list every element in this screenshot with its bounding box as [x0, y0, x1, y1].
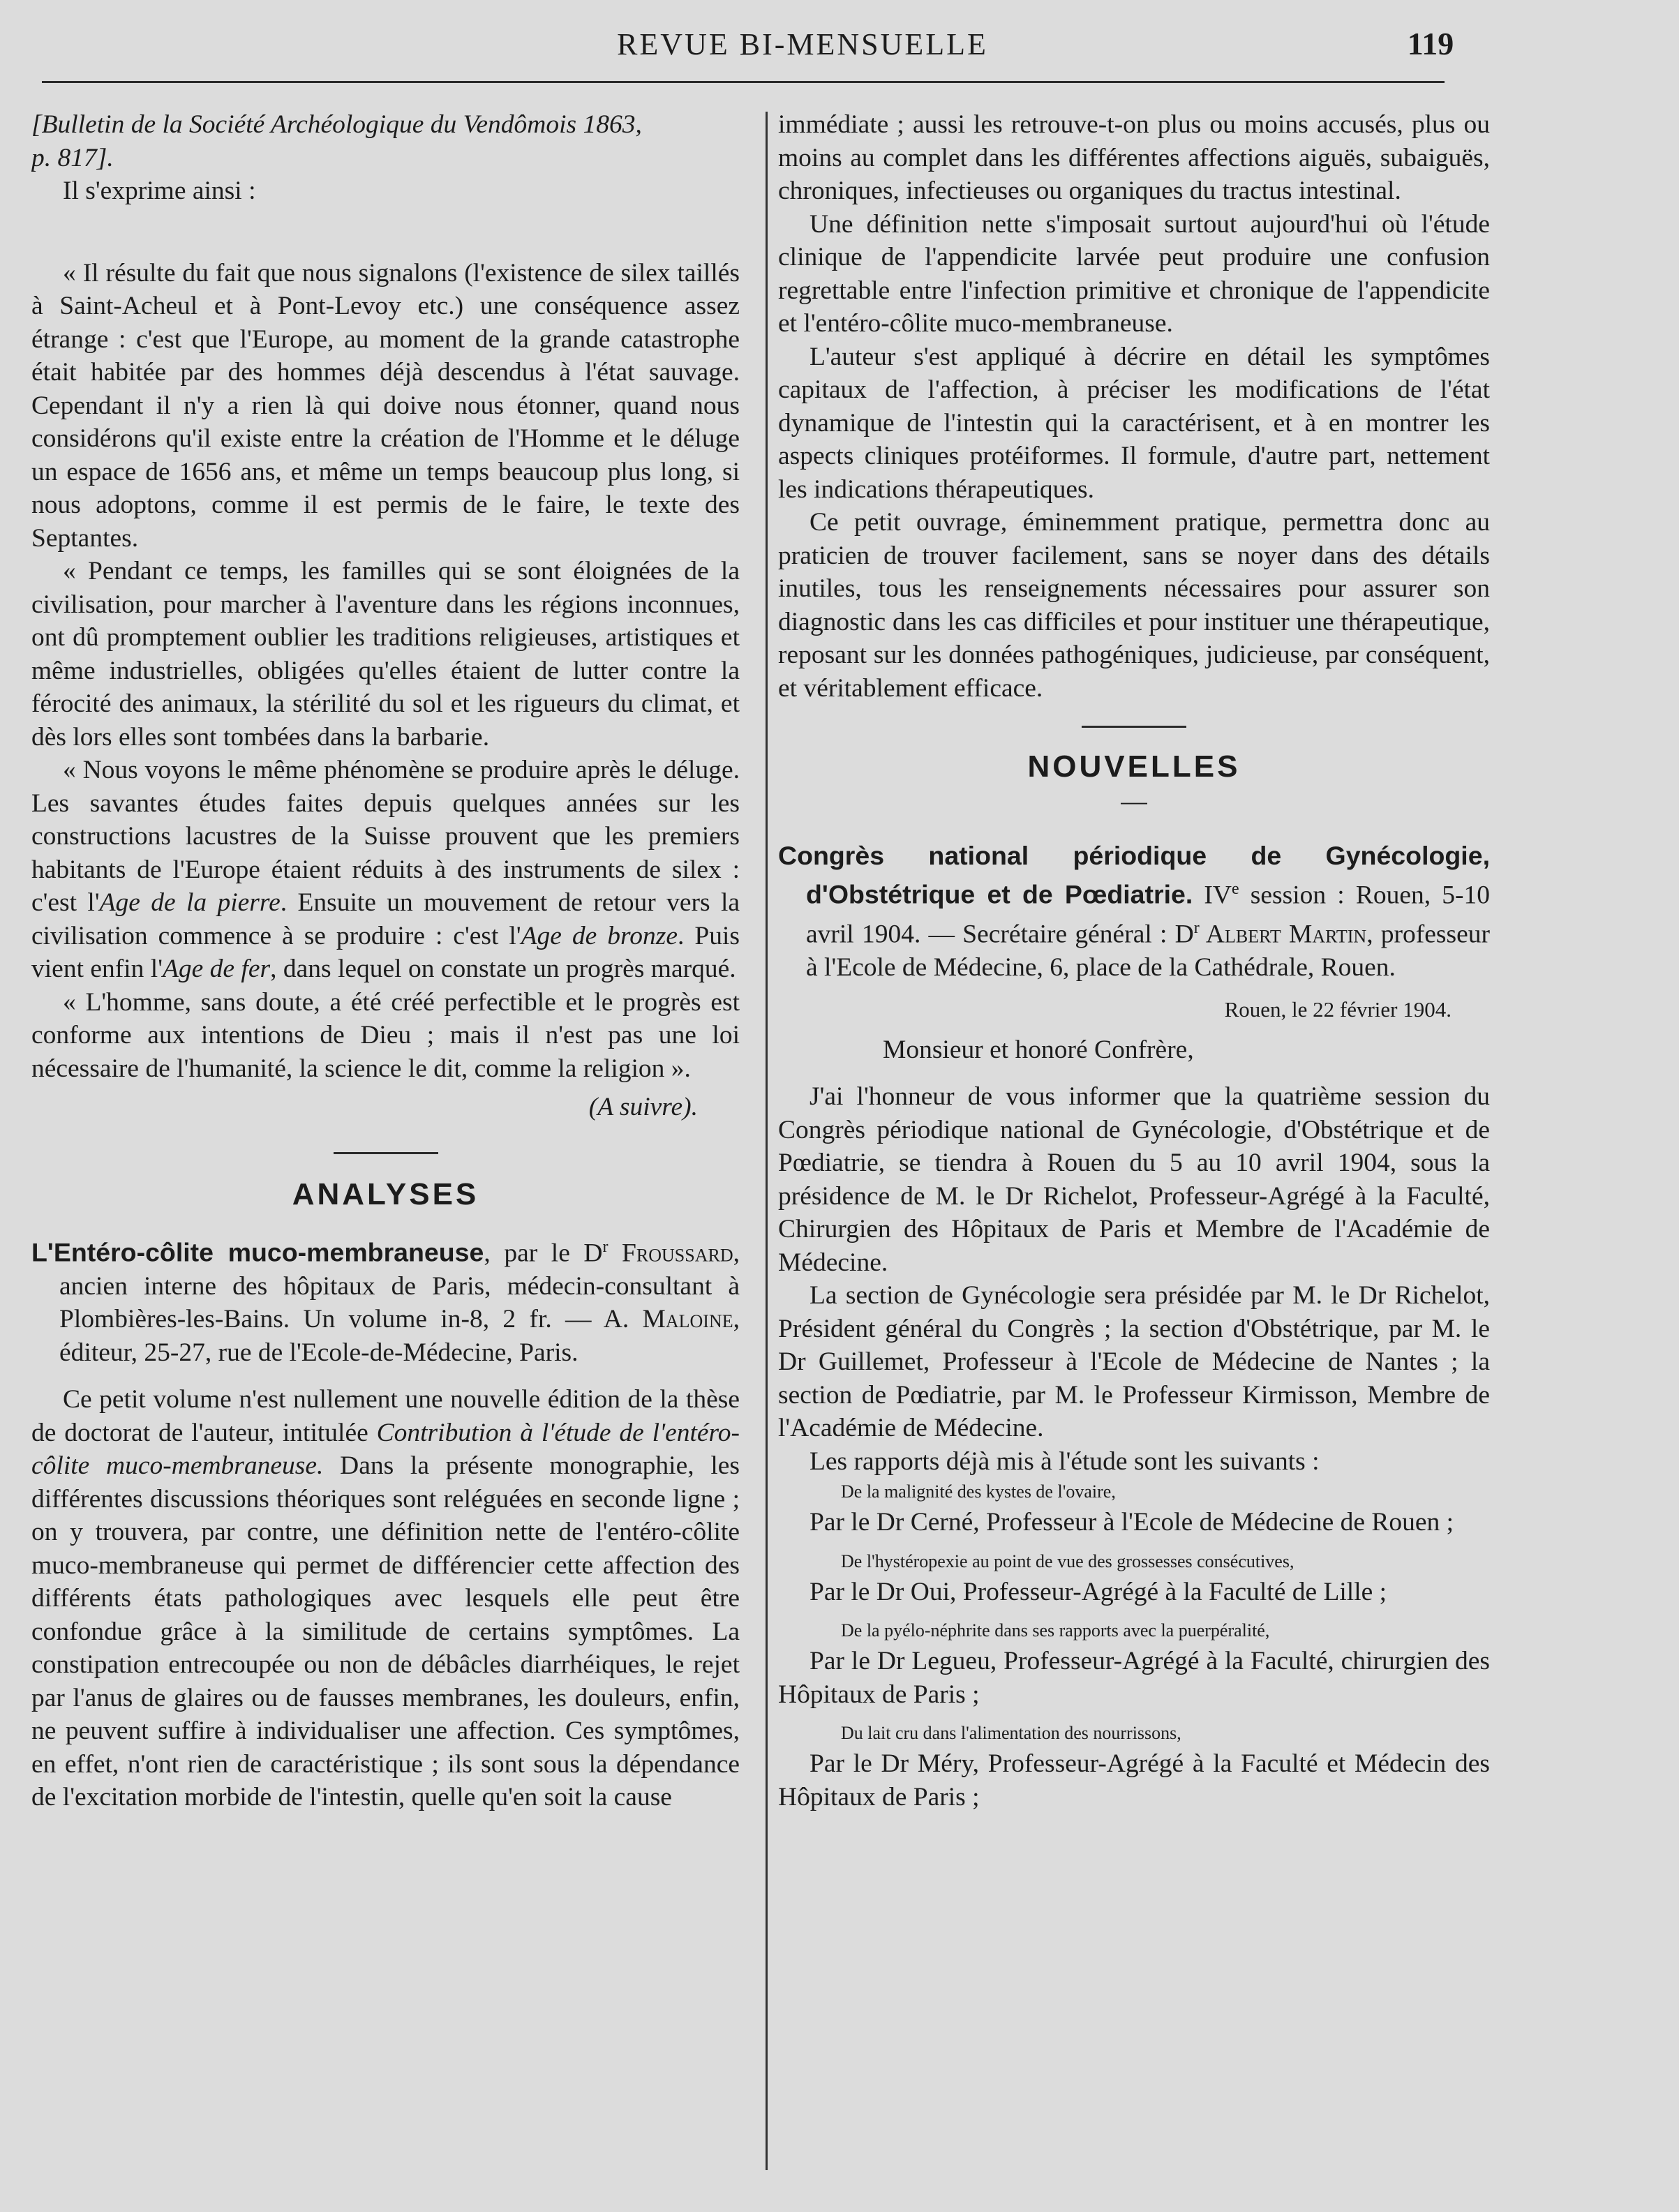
- running-title: REVUE BI-MENSUELLE: [617, 27, 988, 61]
- report-author: Par le Dr Legueu, Professeur-Agrégé à la Faculté, chirurgien des Hôpitaux de Paris ;: [778, 1647, 1490, 1709]
- letter-paragraph-1: J'ai l'honneur de vous informer que la quatrième session du Congrès périodique national de Gynécologie, d'Obstétrique et de Pœdiatrie, se tiendra à Rouen du 5 au 10 avril 1904, sous la présidence de M. le Dr Richelot, Professeur-Agrégé à la Faculté, Chirurgien des Hôpitaux de Paris et Membre de l'Académie de Médecine.: [778, 1082, 1490, 1277]
- report-topic: De la pyélo-néphrite dans ses rapports avec la puerpéralité,: [841, 1620, 1270, 1641]
- right-column: [778, 108, 1490, 2174]
- report-topic: De la malignité des kystes de l'ovaire,: [841, 1481, 1116, 1502]
- book-review: Ce petit volume n'est nullement une nouvelle édition de la thèse de doctorat de l'auteur, intitulée Contribution à l'étude de l'entéro-côlite muco-membraneuse. Dans la présente monographie, les différentes discussions théoriques sont reléguées en seconde ligne ; on y trouvera, par contre, une définition nette de l'entéro-côlite muco-membraneuse qui permet de différencier cette affection des différents états pathologiques avec lesquels elle peut être confondue grâce à la similitude de certains symptômes. La constipation entrecoupée ou non de débâcles diarrhéiques, le rejet par l'anus de glaires ou de fausses membranes, les douleurs, enfin, ne peuvent suffire à individualiser une affection. Ces symptômes, en effet, n'ont rien de caractéristique ; ils sont sous la dépendance de l'excitation morbide de l'intestin, quelle qu'en soit la cause: [31, 1385, 740, 1811]
- congress-title: Congrès national périodique de Gynécologie, d'Obstétrique et de Pœdiatrie.: [778, 840, 1490, 909]
- letter-paragraph-2: La section de Gynécologie sera présidée par M. le Dr Richelot, Président général du Congrès ; la section d'Obstétrique, par M. le Dr Guillemet, Professeur à l'Ecole de Médecine de Nantes ; la section de Pœdiatrie, par M. le Professeur Kirmisson, Membre de l'Académie de Médecine.: [778, 1281, 1490, 1442]
- letter-dateline: Rouen, le 22 février 1904.: [1224, 996, 1452, 1022]
- congress-announcement: Congrès national périodique de Gynécologie, d'Obstétrique et de Pœdiatrie. IVe session : Rouen, 5-10 avril 1904. — Secrétaire général : $D^r$ Albert Martin, professeur à l'Ecole de Médecine, 6, place de la Cathédrale, Rouen.: [778, 840, 1490, 982]
- quote-paragraph-4: « L'homme, sans doute, a été créé perfectible et le progrès est conforme aux intentions de Dieu ; mais il n'est pas une loi nécessaire de l'humanité, la science le dit, comme la religion ».: [31, 987, 740, 1083]
- reports-list: [778, 1478, 1490, 1814]
- page-number: 119: [1407, 26, 1454, 61]
- review-paragraph-3: L'auteur s'est appliqué à décrire en détail les symptômes capitaux de l'affection, à préciser les modifications de l'état dynamique de l'intestin qui la caractérisent, et à en montrer les aspects cliniques protéiformes. Il formule, d'autre part, nettement les indications thérapeutiques.: [778, 342, 1490, 504]
- reports-intro: Les rapports déjà mis à l'étude sont les suivants :: [809, 1447, 1320, 1476]
- report-author: Par le Dr Cerné, Professeur à l'Ecole de Médecine de Rouen ;: [809, 1508, 1454, 1537]
- book-title: L'Entéro-côlite muco-membraneuse: [31, 1237, 484, 1266]
- analyses-heading: ANALYSES: [292, 1176, 479, 1211]
- quote-intro: Il s'exprime ainsi :: [63, 177, 256, 205]
- report-topic: Du lait cru dans l'alimentation des nourrissons,: [841, 1723, 1181, 1743]
- to-be-continued: (A suivre).: [588, 1093, 698, 1121]
- report-author: Par le Dr Méry, Professeur-Agrégé à la Faculté et Médecin des Hôpitaux de Paris ;: [778, 1749, 1490, 1811]
- report-topic: De l'hystéropexie au point de vue des grossesses consécutives,: [841, 1550, 1294, 1571]
- section-rule: [334, 1152, 438, 1154]
- section-rule: [1082, 726, 1186, 728]
- quote-paragraph-3: « Nous voyons le même phénomène se produire après le déluge. Les savantes études faites depuis quelques années sur les constructions lacustres de la Suisse prouvent que les premiers habitants de l'Europe étaient réduits à des instruments de silex : c'est l'Age de la pierre. Ensuite un mouvement de retour vers la civilisation commence à se produire : c'est l'Age de bronze. Puis vient enfin l'Age de fer, dans lequel on constate un progrès marqué.: [31, 756, 740, 983]
- left-column: [31, 108, 740, 2174]
- running-head: [0, 27, 1679, 68]
- bulletin-reference: [Bulletin de la Société Archéologique du Vendômois 1863, p. 817].: [31, 110, 642, 172]
- review-continuation: immédiate ; aussi les retrouve-t-on plus ou moins accusés, plus ou moins au complet dans les différentes affections aiguës, subaiguës, chroniques, infectieuses ou organiques du tractus intestinal.: [778, 110, 1490, 205]
- book-entry: L'Entéro-côlite muco-membraneuse, par le $D^r$ Froussard, ancien interne des hôpitaux de Paris, médecin-consultant à Plombières-les-Bains. Un volume in-8, 2 fr. — A. Maloine, éditeur, 25-27, rue de l'Ecole-de-Médecine, Paris.: [31, 1237, 740, 1367]
- letter-salutation: Monsieur et honoré Confrère,: [883, 1035, 1194, 1064]
- review-paragraph-2: Une définition nette s'imposait surtout aujourd'hui où l'étude clinique de l'appendicite larvée peut produire une confusion regrettable entre l'infection primitive et chronique de l'appendicite et l'entéro-côlite muco-membraneuse.: [778, 209, 1490, 338]
- column-divider: [766, 112, 768, 2170]
- quote-paragraph-2: « Pendant ce temps, les familles qui se sont éloignées de la civilisation, pour marcher à l'aventure dans les régions inconnues, ont dû promptement oublier les traditions religieuses, artistiques et même industrielles, obligées qu'elles étaient de lutter contre la férocité des animaux, la stérilité du sol et les rigueurs du climat, et dès lors elles sont tombées dans la barbarie.: [31, 557, 740, 752]
- quote-paragraph-1: « Il résulte du fait que nous signalons (l'existence de silex taillés à Saint-Acheul et à Pont-Levoy etc.) une conséquence assez étrange : c'est que l'Europe, au moment de la grande catastrophe était habitée par des hommes déjà descendus à l'état sauvage. Cependant il n'y a rien là qui doive nous étonner, quand nous considérons qu'il existe entre la création de l'Homme et le déluge un espace de 1656 ans, et même un temps beaucoup plus long, si nous adoptons, comme il est permis de le faire, le texte des Septantes.: [31, 258, 740, 553]
- review-paragraph-4: Ce petit ouvrage, éminemment pratique, permettra donc au praticien de trouver facilement, sans se noyer dans des détails inutiles, tous les renseignements nécessaires pour assurer son diagnostic dans les cas difficiles et pour instituer une thérapeutique, reposant sur les données pathogéniques, judicieuse, par conséquent, et véritablement efficace.: [778, 508, 1490, 703]
- report-author: Par le Dr Oui, Professeur-Agrégé à la Faculté de Lille ;: [809, 1577, 1387, 1606]
- header-rule: [42, 81, 1445, 83]
- nouvelles-heading: NOUVELLES: [1027, 749, 1241, 784]
- heading-dash: —: [1121, 787, 1147, 816]
